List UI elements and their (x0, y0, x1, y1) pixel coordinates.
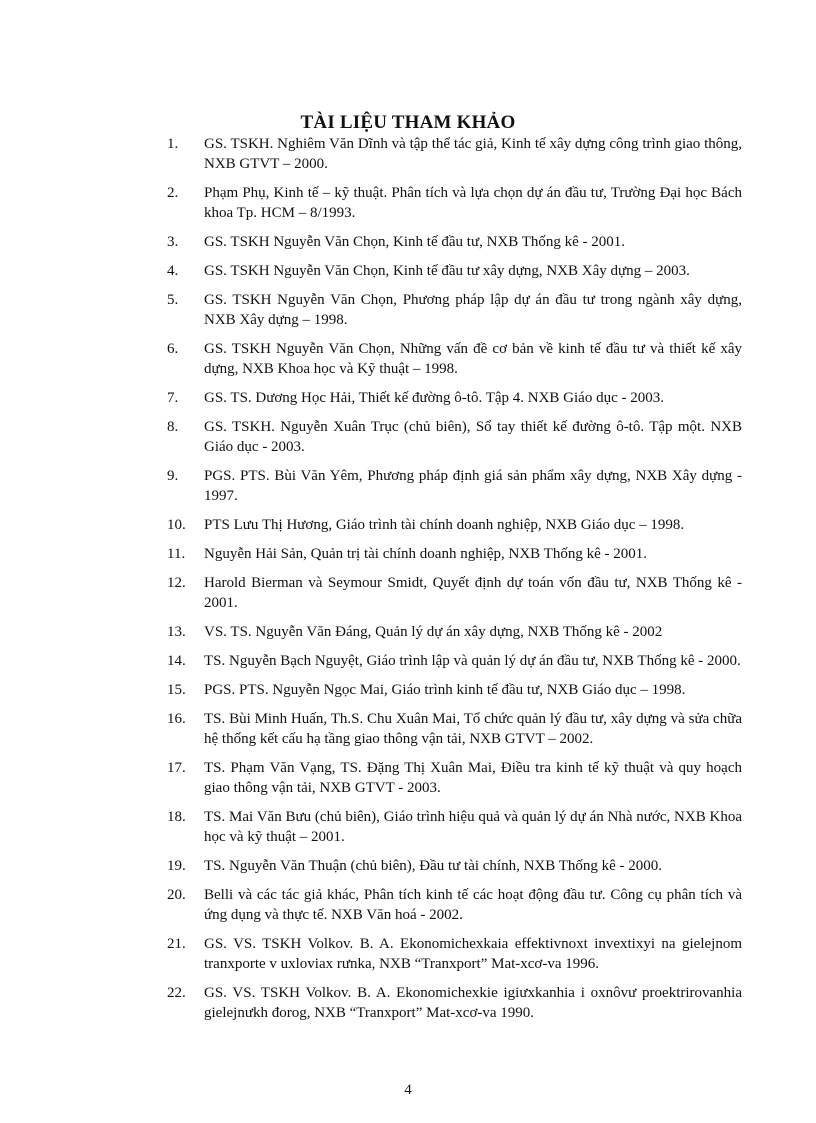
reference-text: Phạm Phụ, Kinh tế – kỹ thuật. Phân tích và lựa chọn dự án đầu tư, Trường Đại học Bách khoa Tp. HCM – 8/1993. (204, 185, 742, 221)
reference-item (167, 417, 742, 457)
reference-list (167, 134, 742, 1032)
reference-number: 9. (167, 468, 179, 484)
reference-text: TS. Bùi Minh Huấn, Th.S. Chu Xuân Mai, Tổ chức quản lý đầu tư, xây dựng và sửa chữa hệ thống kết cấu hạ tầng giao thông vận tải, NXB GTVT – 2002. (204, 711, 742, 747)
reference-number: 14. (167, 653, 186, 669)
reference-item (167, 807, 742, 847)
reference-number: 16. (167, 711, 186, 727)
reference-item (167, 544, 742, 564)
reference-item (167, 651, 742, 671)
reference-text: GS. TSKH. Nghiêm Văn Dĩnh và tập thể tác giả, Kinh tế xây dựng công trình giao thông, NXB GTVT – 2000. (204, 136, 742, 172)
reference-number: 20. (167, 887, 186, 903)
reference-item (167, 134, 742, 174)
reference-item (167, 622, 742, 642)
reference-number: 15. (167, 682, 186, 698)
reference-number: 21. (167, 936, 186, 952)
reference-number: 12. (167, 575, 186, 591)
reference-number: 22. (167, 985, 186, 1001)
reference-text: TS. Phạm Văn Vạng, TS. Đặng Thị Xuân Mai, Điều tra kinh tế kỹ thuật và quy hoạch giao thông vận tải, NXB GTVT - 2003. (204, 760, 742, 796)
reference-text: GS. TSKH. Nguyễn Xuân Trục (chủ biên), Sổ tay thiết kế đường ô-tô. Tập một. NXB Giáo dục - 2003. (204, 419, 742, 455)
reference-number: 4. (167, 263, 179, 279)
reference-text: GS. VS. TSKH Volkov. B. A. Ekonomichexkie igiưxkanhia i oxnôvư proektrirovanhia gielejnưkh đorog, NXB “Tranxport” Mat-xcơ-va 1990. (204, 985, 742, 1021)
reference-number: 8. (167, 419, 179, 435)
reference-text: Nguyễn Hải Sản, Quản trị tài chính doanh nghiệp, NXB Thống kê - 2001. (204, 546, 647, 562)
reference-number: 19. (167, 858, 186, 874)
reference-number: 10. (167, 517, 186, 533)
reference-text: TS. Nguyễn Bạch Nguyệt, Giáo trình lập và quản lý dự án đầu tư, NXB Thống kê - 2000. (204, 653, 741, 669)
reference-number: 3. (167, 234, 179, 250)
reference-item (167, 466, 742, 506)
reference-item (167, 515, 742, 535)
reference-number: 6. (167, 341, 179, 357)
reference-item (167, 758, 742, 798)
reference-text: PTS Lưu Thị Hương, Giáo trình tài chính doanh nghiệp, NXB Giáo dục – 1998. (204, 517, 685, 533)
reference-text: GS. VS. TSKH Volkov. B. A. Ekonomichexkaia effektivnoxt invextixyi na gielejnom tranxporte v uxloviax rưnka, NXB “Tranxport” Mat-xcơ-va 1996. (204, 936, 742, 972)
reference-number: 17. (167, 760, 186, 776)
reference-number: 5. (167, 292, 179, 308)
reference-text: TS. Nguyễn Văn Thuận (chủ biên), Đầu tư tài chính, NXB Thống kê - 2000. (204, 858, 663, 874)
reference-number: 18. (167, 809, 186, 825)
reference-item (167, 290, 742, 330)
reference-number: 1. (167, 136, 179, 152)
reference-text: GS. TSKH Nguyễn Văn Chọn, Những vấn đề cơ bản về kinh tế đầu tư và thiết kế xây dựng, NXB Khoa học và Kỹ thuật – 1998. (204, 341, 742, 377)
reference-item (167, 856, 742, 876)
reference-text: TS. Mai Văn Bưu (chủ biên), Giáo trình hiệu quả và quản lý dự án Nhà nước, NXB Khoa học và kỹ thuật – 2001. (204, 809, 742, 845)
reference-text: VS. TS. Nguyễn Văn Đáng, Quản lý dự án xây dựng, NXB Thống kê - 2002 (204, 624, 663, 640)
reference-number: 13. (167, 624, 186, 640)
reference-number: 2. (167, 185, 179, 201)
reference-number: 7. (167, 390, 179, 406)
reference-item (167, 680, 742, 700)
reference-item (167, 339, 742, 379)
reference-text: GS. TSKH Nguyễn Văn Chọn, Phương pháp lập dự án đầu tư trong ngành xây dựng, NXB Xây dựng – 1998. (204, 292, 742, 328)
page-number: 4 (404, 1082, 412, 1098)
reference-text: Harold Bierman và Seymour Smidt, Quyết định dự toán vốn đầu tư, NXB Thống kê - 2001. (204, 575, 742, 611)
reference-item (167, 885, 742, 925)
reference-item (167, 983, 742, 1023)
reference-text: PGS. PTS. Bùi Văn Yêm, Phương pháp định giá sản phẩm xây dựng, NXB Xây dựng - 1997. (204, 468, 742, 504)
reference-text: GS. TSKH Nguyễn Văn Chọn, Kinh tế đầu tư xây dựng, NXB Xây dựng – 2003. (204, 263, 690, 279)
reference-text: Belli và các tác giả khác, Phân tích kinh tế các hoạt động đầu tư. Công cụ phân tích và ứng dụng và thực tế. NXB Văn hoá - 2002. (204, 887, 742, 923)
reference-number: 11. (167, 546, 186, 562)
reference-item (167, 573, 742, 613)
reference-item (167, 709, 742, 749)
reference-item (167, 183, 742, 223)
page-title: TÀI LIỆU THAM KHẢO (300, 111, 516, 133)
reference-item (167, 388, 742, 408)
reference-item (167, 934, 742, 974)
reference-item (167, 232, 742, 252)
reference-text: GS. TS. Dương Học Hải, Thiết kế đường ô-tô. Tập 4. NXB Giáo dục - 2003. (204, 390, 664, 406)
reference-text: PGS. PTS. Nguyễn Ngọc Mai, Giáo trình kinh tế đầu tư, NXB Giáo dục – 1998. (204, 682, 686, 698)
reference-text: GS. TSKH Nguyễn Văn Chọn, Kinh tế đầu tư, NXB Thống kê - 2001. (204, 234, 626, 250)
reference-item (167, 261, 742, 281)
